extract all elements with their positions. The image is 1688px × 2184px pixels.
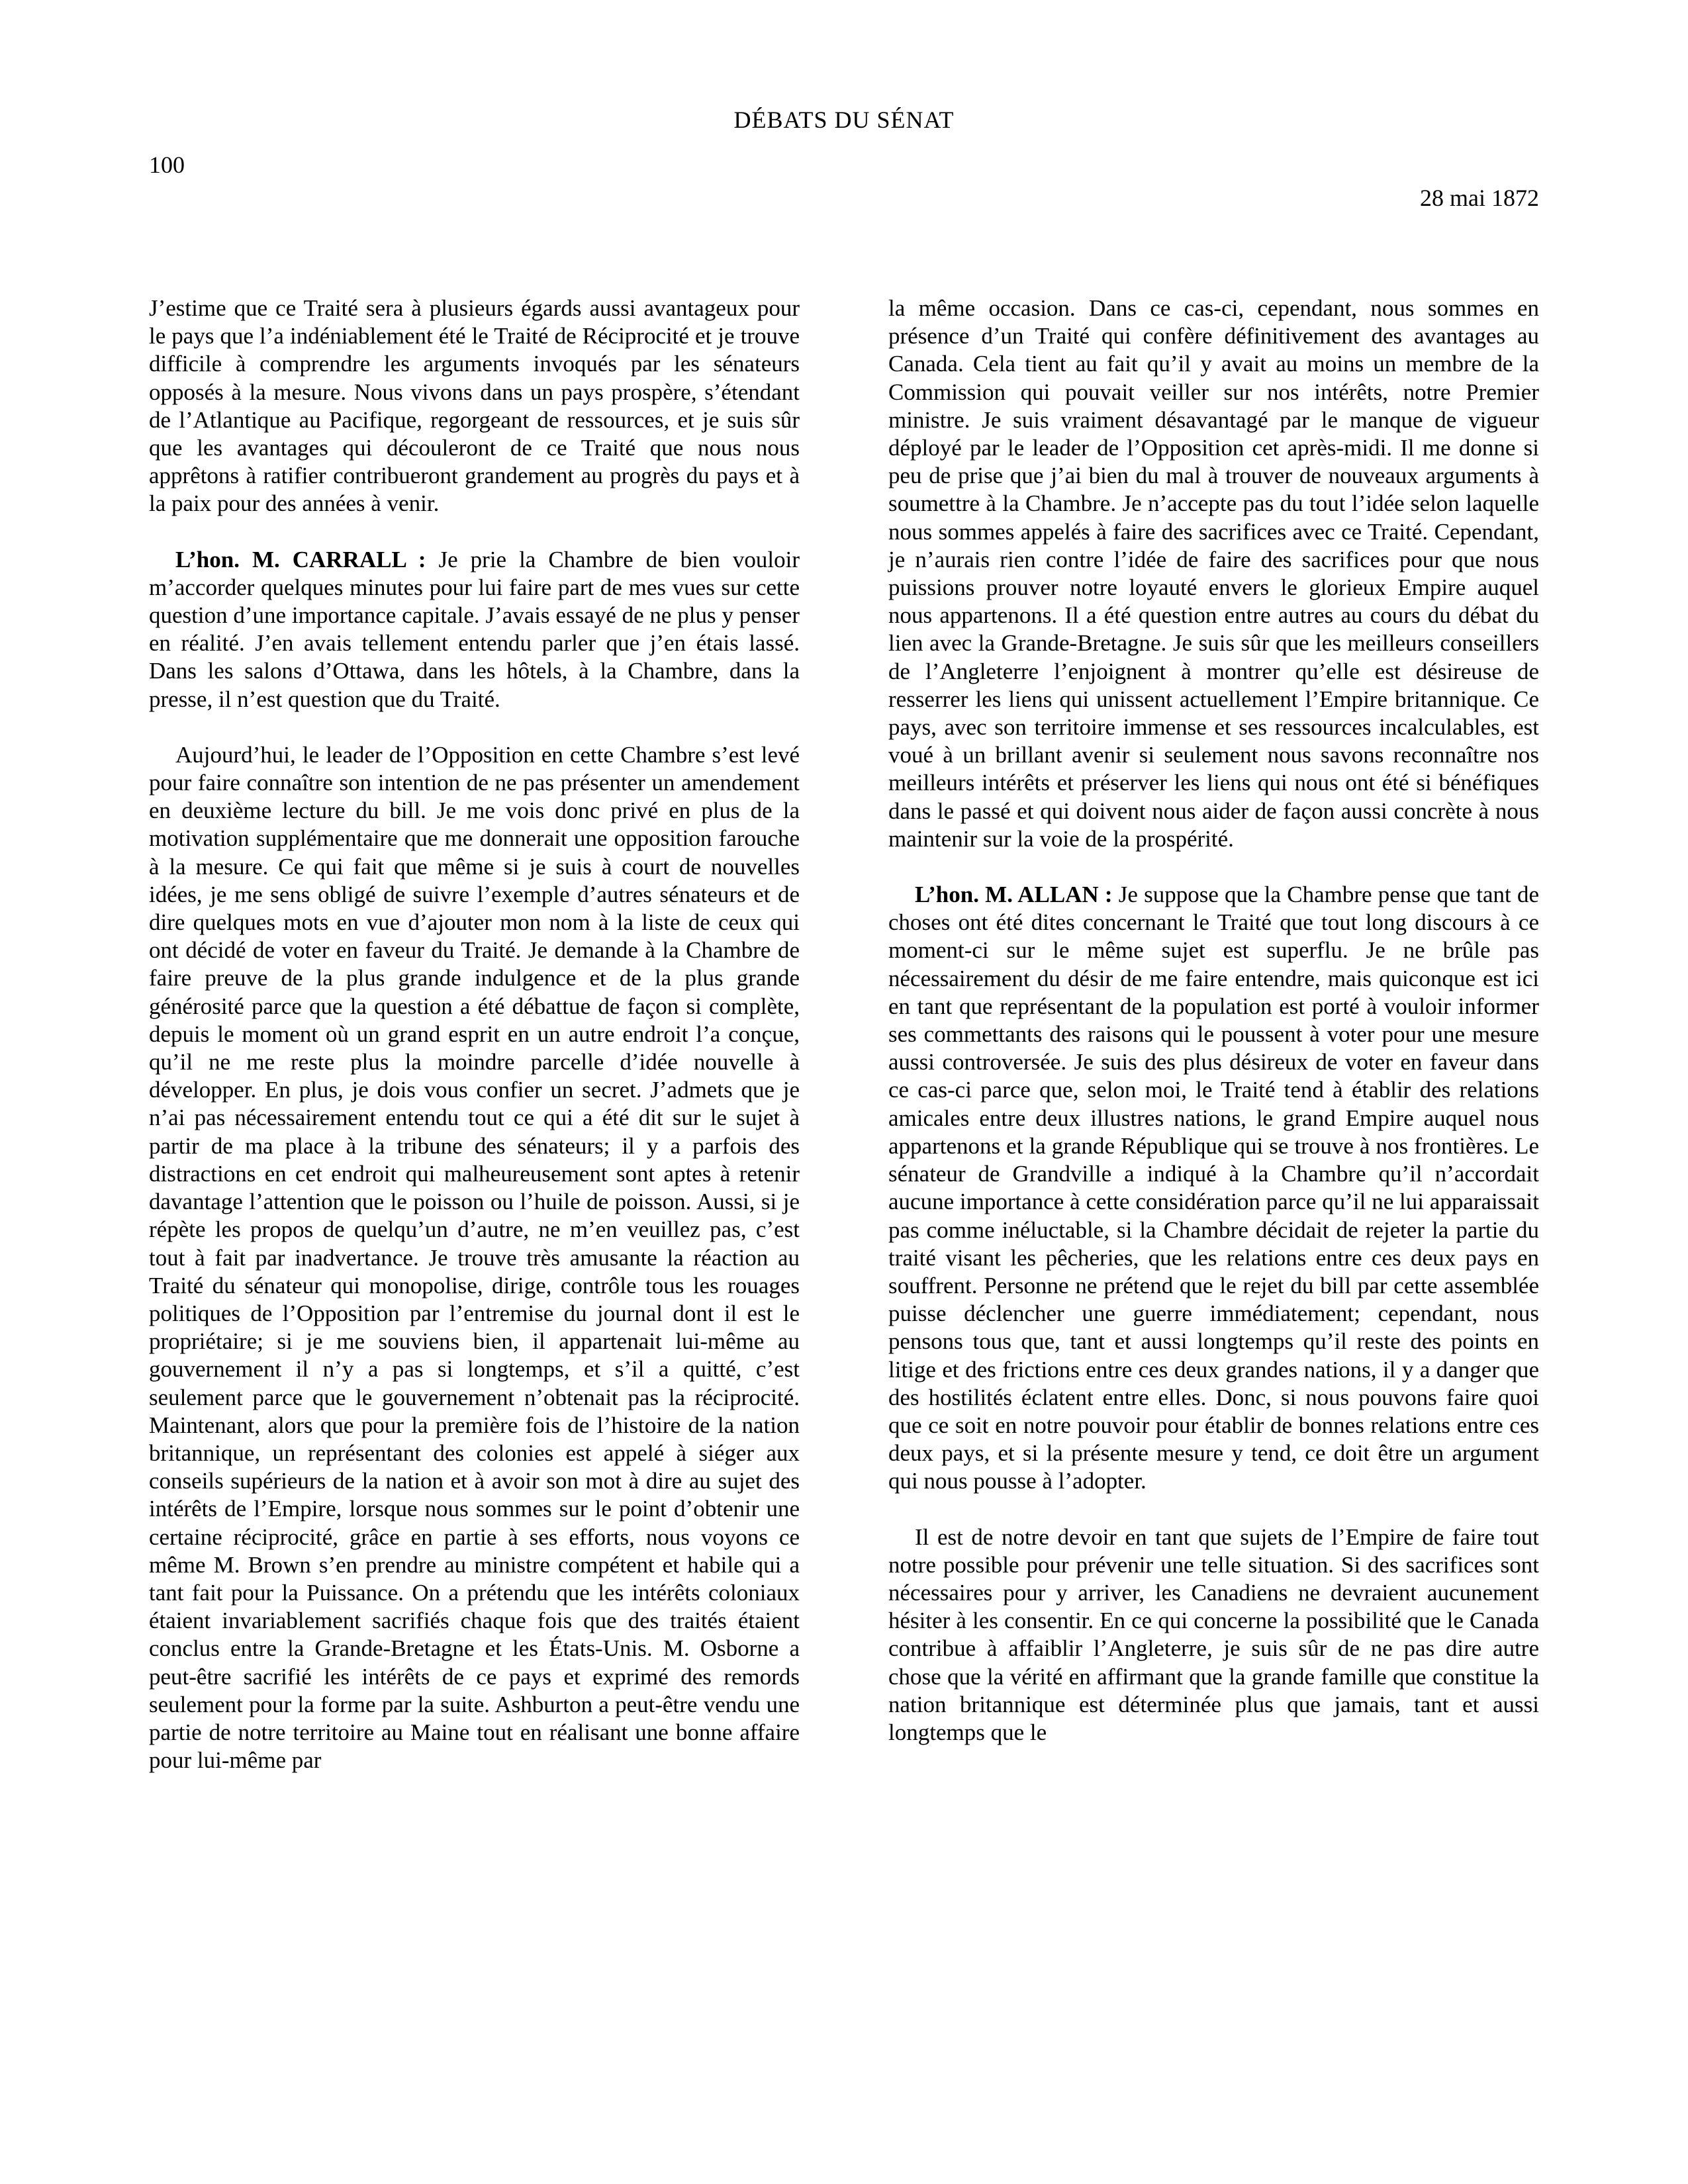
paragraph: la même occasion. Dans ce cas-ci, cependant, nous sommes en présence d’un Traité qui confère définitivement des avantages au Canada. Cela tient au fait qu’il y avait au moins un membre de la Commission qui pouvait veiller sur nos intérêts, notre Premier ministre. Je suis vraiment désavantagé par le manque de vigueur déployé par le leader de l’Opposition cet après-midi. Il me donne si peu de prise que j’ai bien du mal à trouver de nouveaux arguments à soumettre à la Chambre. Je n’accepte pas du tout l’idée selon laquelle nous sommes appelés à faire des sacrifices avec ce Traité. Cependant, je n’aurais rien contre l’idée de faire des sacrifices pour que nous puissions prouver notre loyauté envers le glorieux Empire auquel nous appartenons. Il a été question entre autres au cours du débat du lien avec la Grande-Bretagne. Je suis sûr que les meilleurs conseillers de l’Angleterre l’enjoignent à montrer qu’elle est désireuse de resserrer les liens qui unissent actuellement l’Empire britannique. Ce pays, avec son territoire immense et ses ressources incalculables, est voué à un brillant avenir si seulement nous savons reconnaître nos meilleurs intérêts et préserver les liens qui nous ont été si bénéfiques dans le passé et qui doivent nous aider de façon aussi concrète à nous maintenir sur la voie de la prospérité. bbox=[888, 295, 1539, 852]
page-number: 100 bbox=[149, 152, 185, 178]
right-column bbox=[888, 295, 1539, 1747]
page-date: 28 mai 1872 bbox=[1420, 185, 1539, 211]
speech-paragraph bbox=[888, 881, 1539, 1495]
speech-text: Je suppose que la Chambre pense que tant de choses ont été dites concernant le Traité que tout long discours à ce moment-ci sur le même sujet est superflu. Je ne brûle pas nécessairement du désir de me faire entendre, mais quiconque est ici en tant que représentant de la population est porté à vouloir informer ses commettants des raisons qui le poussent à voter pour une mesure aussi controversée. Je suis des plus désireux de voter en faveur dans ce cas-ci parce que, selon moi, le Traité tend à établir des relations amicales entre deux illustres nations, le grand Empire auquel nous appartenons et la grande République qui se trouve à nos frontières. Le sénateur de Grandville a indiqué à la Chambre qu’il n’accordait aucune importance à cette considération parce qu’il ne lui apparaissait pas comme inéluctable, si la Chambre décidait de rejeter la partie du traité visant les pêcheries, que les relations entre ces deux pays en souffrent. Personne ne prétend que le rejet du bill par cette assemblée puisse déclencher une guerre immédiatement; cependant, nous pensons tous que, tant et aussi longtemps qu’il reste des points en litige et des frictions entre ces deux grandes nations, il y a danger que des hostilités éclatent entre elles. Donc, si nous pouvons faire quoi que ce soit en notre pouvoir pour établir de bonnes relations entre ces deux pays, et si la présente mesure y tend, ce doit être un argument qui nous pousse à l’adopter. bbox=[888, 882, 1539, 1494]
speaker-name: L’hon. M. ALLAN : bbox=[915, 882, 1113, 908]
running-title: DÉBATS DU SÉNAT bbox=[733, 107, 955, 133]
paragraph: Aujourd’hui, le leader de l’Opposition en cette Chambre s’est levé pour faire connaître son intention de ne pas présenter un amendement en deuxième lecture du bill. Je me vois donc privé en plus de la motivation supplémentaire que me donnerait une opposition farouche à la mesure. Ce qui fait que même si je suis à court de nouvelles idées, je me sens obligé de suivre l’exemple d’autres sénateurs et de dire quelques mots en vue d’ajouter mon nom à la liste de ceux qui ont décidé de voter en faveur du Traité. Je demande à la Chambre de faire preuve de la plus grande indulgence et de la plus grande générosité parce que la question a été débattue de façon si complète, depuis le moment où un grand esprit en un autre endroit l’a conçue, qu’il ne me reste plus la moindre parcelle d’idée nouvelle à développer. En plus, je dois vous confier un secret. J’admets que je n’ai pas nécessairement entendu tout ce qui a été dit sur le sujet à partir de ma place à la tribune des sénateurs; il y a parfois des distractions en cet endroit qui malheureusement sont aptes à retenir davantage l’attention que le poisson ou l’huile de poisson. Aussi, si je répète les propos de quelqu’un d’autre, ne m’en veuillez pas, c’est tout à fait par inadvertance. Je trouve très amusante la réaction au Traité du sénateur qui monopolise, dirige, contrôle tous les rouages politiques de l’Opposition par l’entremise du journal dont il est le propriétaire; si je me souviens bien, il appartenait lui-même au gouvernement il n’y a pas si longtemps, et s’il a quitté, c’est seulement parce que le gouvernement n’obtenait pas la réciprocité. Maintenant, alors que pour la première fois de l’histoire de la nation britannique, un représentant des colonies est appelé à siéger aux conseils supérieurs de la nation et à avoir son mot à dire au sujet des intérêts de l’Empire, lorsque nous sommes sur le point d’obtenir une certaine réciprocité, grâce en partie à ses efforts, nous voyons ce même M. Brown s’en prendre au ministre compétent et habile qui a tant fait pour la Puissance. On a prétendu que les intérêts coloniaux étaient invariablement sacrifiés chaque fois que des traités étaient conclus entre la Grande-Bretagne et les États-Unis. M. Osborne a peut-être sacrifié les intérêts de ce pays et exprimé des remords seulement pour la forme par la suite. Ashburton a peut-être vendu une partie de notre territoire au Maine tout en réalisant une bonne affaire pour lui-même par bbox=[149, 741, 800, 1774]
speaker-name: L’hon. M. CARRALL : bbox=[175, 546, 426, 572]
paragraph: Il est de notre devoir en tant que sujets de l’Empire de faire tout notre possible pour prévenir une telle situation. Si des sacrifices sont nécessaires pour y arriver, les Canadiens ne devraient aucunement hésiter à les consentir. En ce qui concerne la possibilité que le Canada contribue à affaiblir l’Angleterre, je suis sûr de ne pas dire autre chose que la vérité en affirmant que la grande famille que constitue la nation britannique est déterminée plus que jamais, tant et aussi longtemps que le bbox=[888, 1524, 1539, 1745]
paragraph: J’estime que ce Traité sera à plusieurs égards aussi avantageux pour le pays que l’a indéniablement été le Traité de Réciprocité et je trouve difficile à comprendre les arguments invoqués par les sénateurs opposés à la mesure. Nous vivons dans un pays prospère, s’étendant de l’Atlantique au Pacifique, regorgeant de ressources, et je suis sûr que les avantages qui découleront de ce Traité que nous nous apprêtons à ratifier contribueront grandement au progrès du pays et à la paix pour des années à venir. bbox=[149, 295, 800, 517]
left-column bbox=[149, 295, 800, 1774]
speech-paragraph bbox=[149, 546, 800, 713]
speech-text: Je prie la Chambre de bien vouloir m’accorder quelques minutes pour lui faire part de mes vues sur cette question d’une importance capitale. J’avais essayé de ne plus y penser en réalité. J’en avais tellement entendu parler que j’en étais lassé. Dans les salons d’Ottawa, dans les hôtels, à la Chambre, dans la presse, il n’est question que du Traité. bbox=[149, 546, 800, 712]
